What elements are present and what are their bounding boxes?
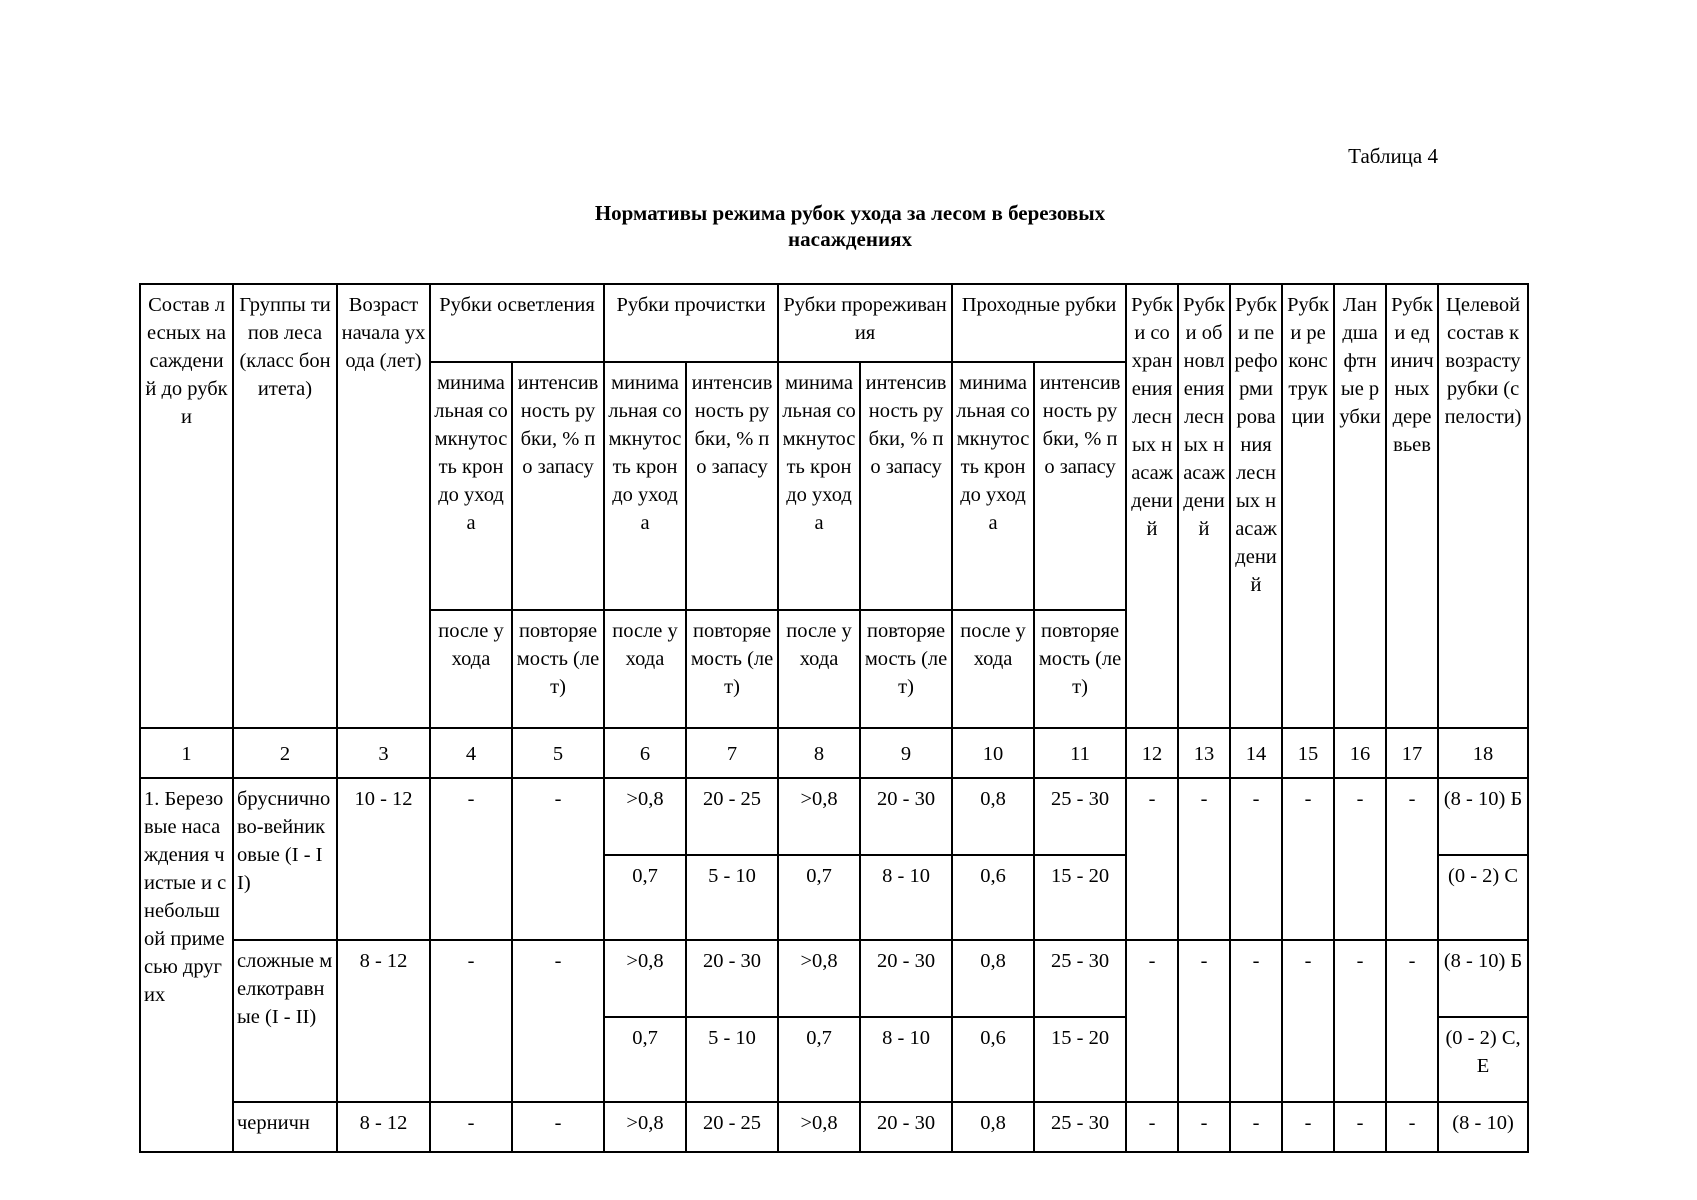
header-reformation-cutting: Рубки переформирования лесных насаждений — [1230, 284, 1282, 728]
data-cell: 0,7 — [778, 1017, 860, 1102]
data-cell: 8 - 10 — [860, 855, 952, 940]
target-composition-cell: (8 - 10) Б — [1438, 778, 1528, 855]
data-cell: 20 - 30 — [686, 940, 778, 1017]
column-number: 15 — [1282, 728, 1334, 778]
data-cell: 25 - 30 — [1034, 1102, 1126, 1152]
data-cell: 25 - 30 — [1034, 778, 1126, 855]
data-cell: - — [512, 940, 604, 1102]
data-cell: >0,8 — [604, 778, 686, 855]
data-cell: >0,8 — [778, 778, 860, 855]
data-cell: - — [1178, 1102, 1230, 1152]
header-thinning: Рубки прореживания — [778, 284, 952, 362]
data-cell: 5 - 10 — [686, 855, 778, 940]
header-composition: Состав лесных насаждений до рубки — [140, 284, 233, 728]
header-min-density: минимальная сомкнутость крон до ухода — [952, 362, 1034, 610]
data-cell: - — [1126, 778, 1178, 940]
header-passage-cutting: Проходные рубки — [952, 284, 1126, 362]
forest-type-cell: сложные мелкотравные (I - II) — [233, 940, 337, 1102]
data-cell: - — [1282, 1102, 1334, 1152]
data-cell: 20 - 25 — [686, 1102, 778, 1152]
data-cell: - — [1386, 1102, 1438, 1152]
data-cell: - — [1178, 778, 1230, 940]
column-number: 1 — [140, 728, 233, 778]
data-cell: 0,8 — [952, 778, 1034, 855]
start-age-cell: 8 - 12 — [337, 1102, 430, 1152]
header-single-tree-cutting: Рубки единичных деревьев — [1386, 284, 1438, 728]
data-cell: 8 - 10 — [860, 1017, 952, 1102]
column-number: 2 — [233, 728, 337, 778]
column-number-row — [140, 728, 1528, 778]
data-cell: - — [1126, 940, 1178, 1102]
data-cell: - — [1386, 778, 1438, 940]
data-cell: - — [1178, 940, 1230, 1102]
data-cell: 15 - 20 — [1034, 1017, 1126, 1102]
header-min-density: минимальная сомкнутость крон до ухода — [430, 362, 512, 610]
table-label: Таблица 4 — [1348, 144, 1438, 168]
column-number: 17 — [1386, 728, 1438, 778]
start-age-cell: 10 - 12 — [337, 778, 430, 940]
data-cell: 0,6 — [952, 1017, 1034, 1102]
column-number: 18 — [1438, 728, 1528, 778]
data-cell: 0,8 — [952, 1102, 1034, 1152]
header-repeatability: повторяемость (лет) — [1034, 610, 1126, 728]
data-cell: 20 - 30 — [860, 1102, 952, 1152]
data-cell: - — [1282, 940, 1334, 1102]
header-preservation-cutting: Рубки сохранения лесных насаждений — [1126, 284, 1178, 728]
data-cell: - — [430, 940, 512, 1102]
header-row-1 — [140, 284, 1528, 362]
stand-composition-cell: 1. Березовые насаждения чистые и с небольшой примесью других — [140, 778, 233, 1152]
data-cell: >0,8 — [604, 940, 686, 1017]
target-composition-cell: (0 - 2) С, Е — [1438, 1017, 1528, 1102]
header-repeatability: повторяемость (лет) — [512, 610, 604, 728]
data-cell: - — [1230, 940, 1282, 1102]
column-number: 11 — [1034, 728, 1126, 778]
data-cell: - — [1230, 1102, 1282, 1152]
header-repeatability: повторяемость (лет) — [860, 610, 952, 728]
column-number: 5 — [512, 728, 604, 778]
data-cell: - — [1126, 1102, 1178, 1152]
header-reconstruction-cutting: Рубки реконструкции — [1282, 284, 1334, 728]
data-cell: >0,8 — [778, 940, 860, 1017]
data-cell: 0,8 — [952, 940, 1034, 1017]
data-cell: 25 - 30 — [1034, 940, 1126, 1017]
norms-table — [139, 283, 1529, 1153]
data-cell: 5 - 10 — [686, 1017, 778, 1102]
column-number: 8 — [778, 728, 860, 778]
table-row — [140, 940, 1528, 1017]
column-number: 7 — [686, 728, 778, 778]
header-intensity: интенсивность рубки, % по запасу — [1034, 362, 1126, 610]
forest-type-cell: брусничново-вейниковые (I - II) — [233, 778, 337, 940]
column-number: 14 — [1230, 728, 1282, 778]
title-line-2: насаждениях — [788, 227, 912, 251]
header-after-cutting: после ухода — [952, 610, 1034, 728]
header-repeatability: повторяемость (лет) — [686, 610, 778, 728]
header-after-cutting: после ухода — [778, 610, 860, 728]
column-number: 13 — [1178, 728, 1230, 778]
data-cell: - — [512, 778, 604, 940]
title-line-1: Нормативы режима рубок ухода за лесом в березовых — [594, 201, 1106, 225]
header-intensity: интенсивность рубки, % по запасу — [686, 362, 778, 610]
target-composition-cell: (8 - 10) — [1438, 1102, 1528, 1152]
column-number: 9 — [860, 728, 952, 778]
header-intensity: интенсивность рубки, % по запасу — [860, 362, 952, 610]
data-cell: 20 - 30 — [860, 940, 952, 1017]
data-cell: - — [512, 1102, 604, 1152]
header-intensity: интенсивность рубки, % по запасу — [512, 362, 604, 610]
data-cell: - — [430, 778, 512, 940]
data-cell: 20 - 30 — [860, 778, 952, 855]
data-cell: - — [1282, 778, 1334, 940]
column-number: 12 — [1126, 728, 1178, 778]
column-number: 16 — [1334, 728, 1386, 778]
start-age-cell: 8 - 12 — [337, 940, 430, 1102]
document-title — [460, 200, 1240, 252]
data-cell: - — [1230, 778, 1282, 940]
header-clearing: Рубки осветления — [430, 284, 604, 362]
header-forest-type: Группы типов леса (класс бонитета) — [233, 284, 337, 728]
target-composition-cell: (8 - 10) Б — [1438, 940, 1528, 1017]
data-cell: - — [1334, 1102, 1386, 1152]
header-target-composition: Целевой состав к возрасту рубки (спелости) — [1438, 284, 1528, 728]
column-number: 4 — [430, 728, 512, 778]
data-cell: 15 - 20 — [1034, 855, 1126, 940]
data-cell: 0,6 — [952, 855, 1034, 940]
header-min-density: минимальная сомкнутость крон до ухода — [778, 362, 860, 610]
header-after-cutting: после ухода — [604, 610, 686, 728]
table-row — [140, 1102, 1528, 1152]
target-composition-cell: (0 - 2) С — [1438, 855, 1528, 940]
data-cell: 0,7 — [778, 855, 860, 940]
table-row — [140, 778, 1528, 855]
header-cleaning: Рубки прочистки — [604, 284, 778, 362]
data-cell: 0,7 — [604, 1017, 686, 1102]
data-cell: - — [1334, 778, 1386, 940]
data-cell: - — [1386, 940, 1438, 1102]
data-cell: 0,7 — [604, 855, 686, 940]
data-cell: - — [1334, 940, 1386, 1102]
header-min-density: минимальная сомкнутость крон до ухода — [604, 362, 686, 610]
column-number: 10 — [952, 728, 1034, 778]
data-cell: >0,8 — [778, 1102, 860, 1152]
data-cell: - — [430, 1102, 512, 1152]
column-number: 6 — [604, 728, 686, 778]
header-renewal-cutting: Рубки обновления лесных насаждений — [1178, 284, 1230, 728]
forest-type-cell: черничн — [233, 1102, 337, 1152]
data-cell: >0,8 — [604, 1102, 686, 1152]
header-after-cutting: после ухода — [430, 610, 512, 728]
header-landscape-cutting: Ландшафтные рубки — [1334, 284, 1386, 728]
column-number: 3 — [337, 728, 430, 778]
data-cell: 20 - 25 — [686, 778, 778, 855]
header-start-age: Возраст начала ухода (лет) — [337, 284, 430, 728]
